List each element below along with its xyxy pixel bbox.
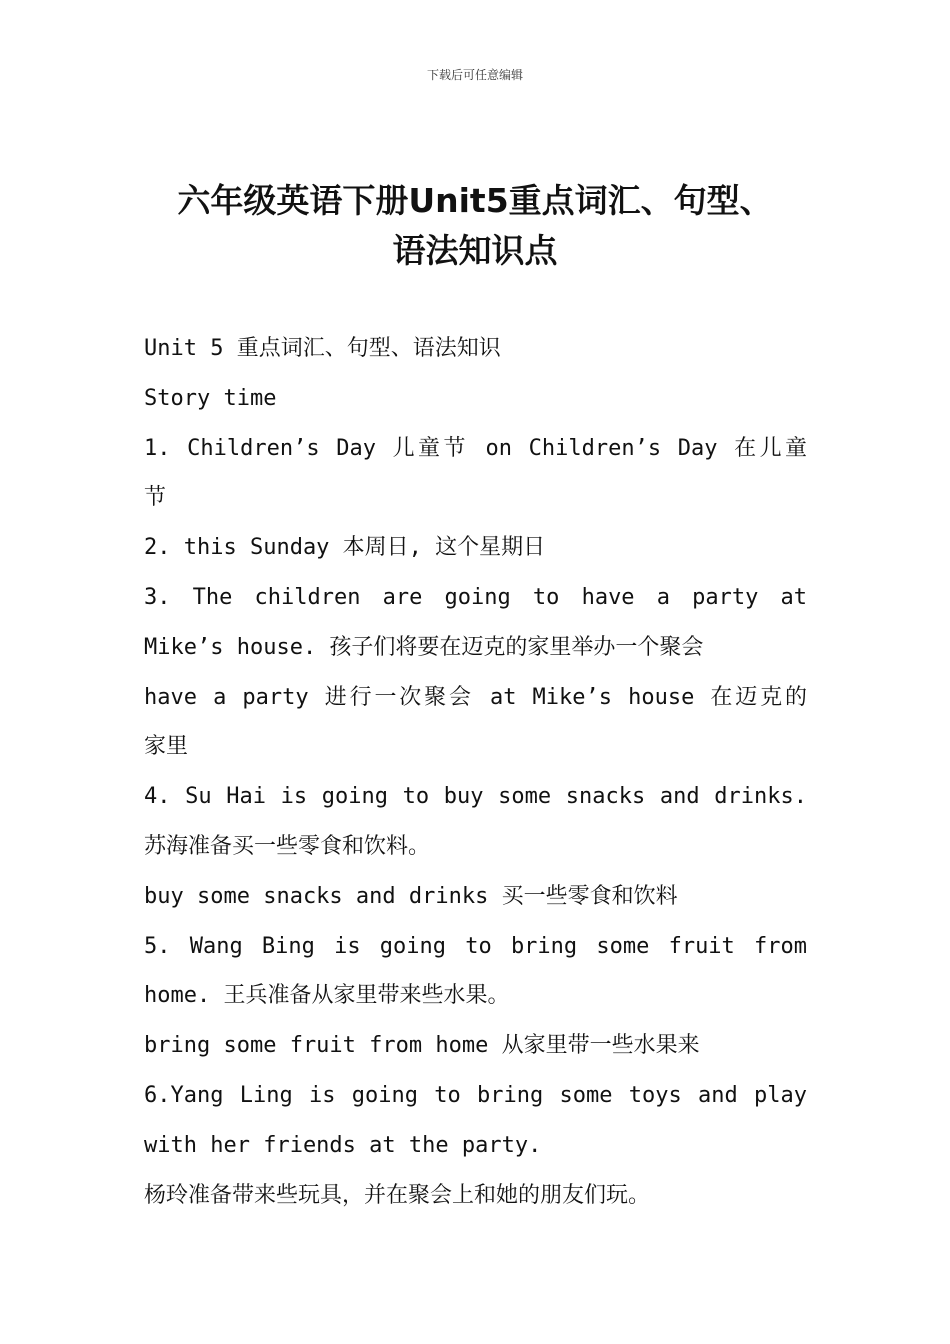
text-line: home. 王兵准备从家里带来些水果。 [144, 983, 510, 1009]
text-line: 4. Su Hai is going to buy some snacks and drinks. [144, 784, 807, 810]
title-line-1: 六年级英语下册Unit5重点词汇、句型、 [177, 181, 773, 220]
text-line: buy some snacks and drinks 买一些零食和饮料 [144, 883, 678, 909]
text-line: with her friends at the party. [144, 1132, 542, 1158]
text-line: Mike’s house. 孩子们将要在迈克的家里举办一个聚会 [144, 634, 704, 660]
text-line: have a party 进行一次聚会 at Mike’s house 在迈克的 [144, 684, 807, 710]
header-note: 下载后可任意编辑 [426, 68, 523, 82]
text-line: 苏海准备买一些零食和饮料。 [144, 833, 431, 859]
title-line-2: 语法知识点 [392, 231, 558, 270]
text-line: 2. this Sunday 本周日, 这个星期日 [144, 535, 546, 561]
subsection-heading: Story time [144, 385, 277, 411]
text-line: 3. The children are going to have a party at [144, 584, 807, 610]
document-title [120, 176, 830, 276]
text-line: 节 [144, 485, 167, 511]
section-heading: Unit 5 重点词汇、句型、语法知识 [144, 336, 501, 361]
text-line: 家里 [144, 734, 189, 760]
text-line: bring some fruit from home 从家里带一些水果来 [144, 1033, 700, 1059]
text-line: 1. Children’s Day 儿童节 on Children’s Day 在儿童 [144, 435, 807, 461]
text-line: 6.Yang Ling is going to bring some toys and play [144, 1082, 807, 1108]
text-line: 杨玲准备带来些玩具，并在聚会上和她的朋友们玩。 [144, 1182, 651, 1208]
text-line: 5. Wang Bing is going to bring some fruit from [144, 933, 807, 959]
document-body [144, 324, 807, 1220]
